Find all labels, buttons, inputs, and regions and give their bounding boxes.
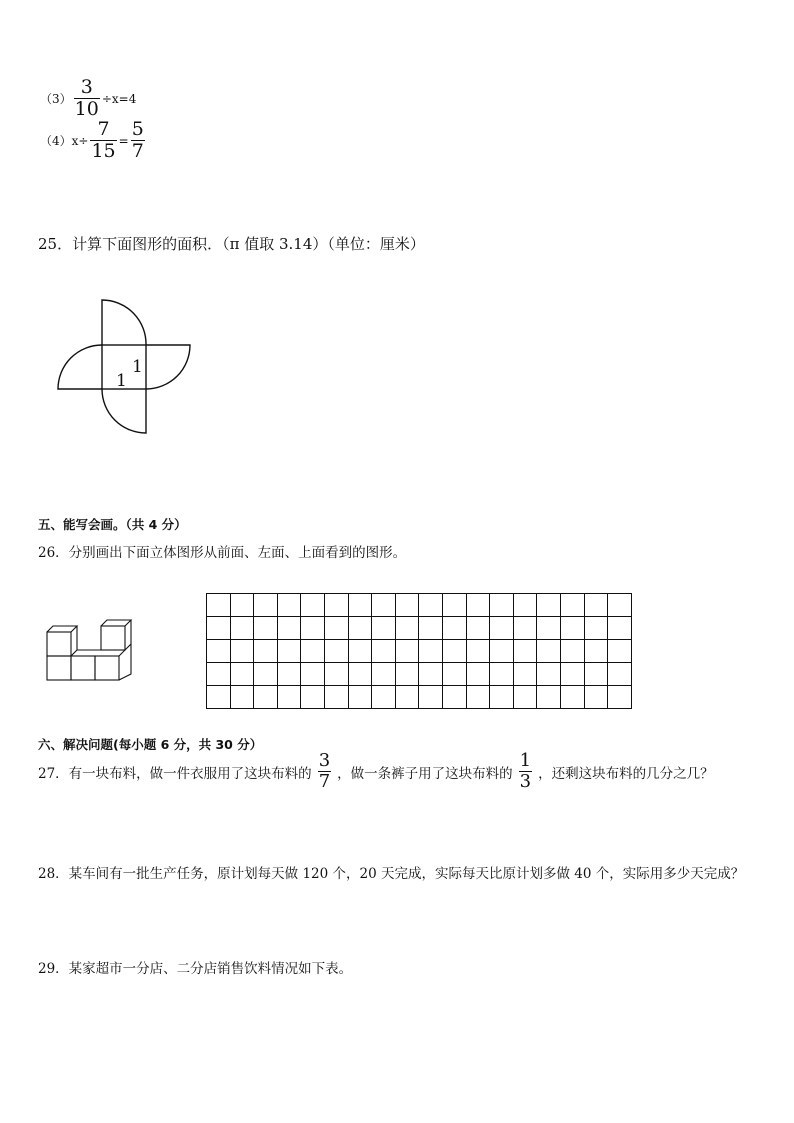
equation-label: （4）	[40, 134, 72, 148]
equals-sign: =	[118, 133, 129, 148]
grid-cell[interactable]	[348, 640, 372, 663]
fraction-denominator: 15	[91, 140, 116, 162]
grid-cell[interactable]	[207, 617, 231, 640]
grid-cell[interactable]	[254, 686, 278, 709]
grid-cell[interactable]	[301, 617, 325, 640]
grid-cell[interactable]	[466, 617, 490, 640]
fraction	[318, 752, 331, 791]
grid-cell[interactable]	[608, 663, 632, 686]
equation-rest: ÷x=4	[101, 91, 137, 106]
equation-4	[40, 120, 147, 161]
grid-cell[interactable]	[230, 640, 254, 663]
grid-cell[interactable]	[442, 686, 466, 709]
grid-cell[interactable]	[584, 686, 608, 709]
grid-row	[207, 640, 632, 663]
grid-cell[interactable]	[419, 686, 443, 709]
grid-cell[interactable]	[372, 617, 396, 640]
left-quarter-circle	[58, 345, 102, 389]
right-quarter-circle	[146, 345, 190, 389]
grid-cell[interactable]	[466, 686, 490, 709]
grid-cell[interactable]	[442, 640, 466, 663]
question-28: 28．某车间有一批生产任务，原计划每天做 120 个，20 天完成，实际每天比原计划多做 40 个，实际用多少天完成？	[38, 866, 745, 882]
drawing-grid[interactable]	[206, 593, 632, 709]
grid-cell[interactable]	[372, 640, 396, 663]
grid-cell[interactable]	[442, 594, 466, 617]
grid-cell[interactable]	[277, 617, 301, 640]
grid-cell[interactable]	[513, 663, 537, 686]
grid-cell[interactable]	[348, 686, 372, 709]
fraction-denominator: 7	[131, 140, 144, 162]
grid-cell[interactable]	[324, 594, 348, 617]
grid-cell[interactable]	[324, 686, 348, 709]
grid-cell[interactable]	[372, 686, 396, 709]
grid-cell[interactable]	[207, 640, 231, 663]
fraction-denominator: 3	[519, 771, 532, 792]
grid-cell[interactable]	[277, 594, 301, 617]
fraction-numerator: 3	[318, 750, 331, 771]
grid-cell[interactable]	[584, 617, 608, 640]
grid-cell[interactable]	[490, 663, 514, 686]
grid-cell[interactable]	[277, 640, 301, 663]
grid-cell[interactable]	[395, 686, 419, 709]
grid-cell[interactable]	[348, 594, 372, 617]
grid-row	[207, 617, 632, 640]
grid-cell[interactable]	[230, 663, 254, 686]
grid-cell[interactable]	[537, 617, 561, 640]
question-27-part-3: ，还剩这块布料的几分之几？	[538, 765, 714, 782]
fraction-denominator: 10	[74, 98, 99, 120]
grid-cell[interactable]	[608, 617, 632, 640]
grid-cell[interactable]	[537, 640, 561, 663]
question-27-part-2: ，做一条裤子用了这块布料的	[337, 765, 513, 782]
grid-cell[interactable]	[395, 594, 419, 617]
grid-cell[interactable]	[560, 617, 584, 640]
grid-cell[interactable]	[207, 594, 231, 617]
grid-cell[interactable]	[324, 663, 348, 686]
grid-cell[interactable]	[513, 594, 537, 617]
grid-cell[interactable]	[513, 640, 537, 663]
grid-cell[interactable]	[301, 663, 325, 686]
grid-cell[interactable]	[419, 617, 443, 640]
section-6-heading: 六、解决问题(每小题 6 分，共 30 分）	[38, 737, 263, 752]
grid-cell[interactable]	[466, 663, 490, 686]
grid-cell[interactable]	[395, 617, 419, 640]
fraction	[90, 120, 116, 161]
grid-cell[interactable]	[560, 686, 584, 709]
grid-cell[interactable]	[207, 663, 231, 686]
grid-cell[interactable]	[560, 663, 584, 686]
question-26: 26．分别画出下面立体图形从前面、左面、上面看到的图形。	[38, 545, 407, 561]
grid-cell[interactable]	[254, 617, 278, 640]
grid-cell[interactable]	[419, 640, 443, 663]
fraction-numerator: 1	[519, 750, 532, 771]
fraction-numerator: 5	[131, 118, 144, 140]
equation-lead: x÷	[71, 133, 89, 148]
fraction	[131, 120, 145, 161]
grid-cell[interactable]	[537, 594, 561, 617]
grid-cell[interactable]	[490, 640, 514, 663]
grid-cell[interactable]	[395, 663, 419, 686]
grid-cell[interactable]	[608, 594, 632, 617]
grid-row	[207, 686, 632, 709]
grid-cell[interactable]	[584, 640, 608, 663]
grid-cell[interactable]	[254, 640, 278, 663]
grid-cell[interactable]	[442, 663, 466, 686]
side-length-label: 1	[132, 357, 143, 377]
grid-row	[207, 663, 632, 686]
grid-cell[interactable]	[584, 663, 608, 686]
fraction-numerator: 3	[80, 76, 93, 98]
side-length-label: 1	[116, 371, 127, 391]
grid-cell[interactable]	[584, 594, 608, 617]
fraction-numerator: 7	[97, 118, 110, 140]
top-quarter-circle	[102, 300, 146, 345]
question-27	[38, 752, 714, 791]
grid-cell[interactable]	[560, 594, 584, 617]
grid-cell[interactable]	[537, 663, 561, 686]
grid-cell[interactable]	[230, 617, 254, 640]
cube-solid-figure	[44, 614, 136, 684]
grid-cell[interactable]	[301, 594, 325, 617]
grid-cell[interactable]	[490, 594, 514, 617]
grid-cell[interactable]	[419, 594, 443, 617]
fraction-denominator: 7	[318, 771, 331, 792]
grid-cell[interactable]	[442, 617, 466, 640]
grid-cell[interactable]	[301, 640, 325, 663]
grid-cell[interactable]	[277, 663, 301, 686]
grid-cell[interactable]	[372, 663, 396, 686]
grid-cell[interactable]	[230, 594, 254, 617]
grid-cell[interactable]	[324, 617, 348, 640]
grid-cell[interactable]	[254, 594, 278, 617]
grid-cell[interactable]	[301, 686, 325, 709]
grid-cell[interactable]	[348, 663, 372, 686]
fraction	[519, 752, 532, 791]
grid-cell[interactable]	[560, 640, 584, 663]
grid-cell[interactable]	[254, 663, 278, 686]
question-29: 29．某家超市一分店、二分店销售饮料情况如下表。	[38, 961, 353, 977]
grid-cell[interactable]	[372, 594, 396, 617]
grid-cell[interactable]	[608, 686, 632, 709]
grid-cell[interactable]	[490, 686, 514, 709]
grid-cell[interactable]	[608, 640, 632, 663]
grid-cell[interactable]	[513, 686, 537, 709]
grid-cell[interactable]	[466, 594, 490, 617]
grid-cell[interactable]	[490, 617, 514, 640]
section-5-heading: 五、能写会画。（共 4 分）	[38, 517, 187, 532]
question-27-part-1: 27．有一块布料，做一件衣服用了这块布料的	[38, 765, 312, 782]
grid-cell[interactable]	[324, 640, 348, 663]
fraction	[74, 78, 100, 119]
equation-label: （3）	[40, 92, 72, 106]
grid-cell[interactable]	[207, 686, 231, 709]
grid-cell[interactable]	[419, 663, 443, 686]
equation-3	[40, 78, 136, 119]
grid-cell[interactable]	[466, 640, 490, 663]
question-25: 25．计算下面图形的面积．（π 值取 3.14）（单位：厘米）	[38, 235, 425, 253]
grid-cell[interactable]	[537, 686, 561, 709]
pinwheel-figure	[50, 292, 200, 442]
grid-cell[interactable]	[277, 686, 301, 709]
grid-cell[interactable]	[348, 617, 372, 640]
grid-cell[interactable]	[513, 617, 537, 640]
grid-row	[207, 594, 632, 617]
grid-cell[interactable]	[230, 686, 254, 709]
bottom-quarter-circle	[102, 389, 146, 433]
grid-cell[interactable]	[395, 640, 419, 663]
